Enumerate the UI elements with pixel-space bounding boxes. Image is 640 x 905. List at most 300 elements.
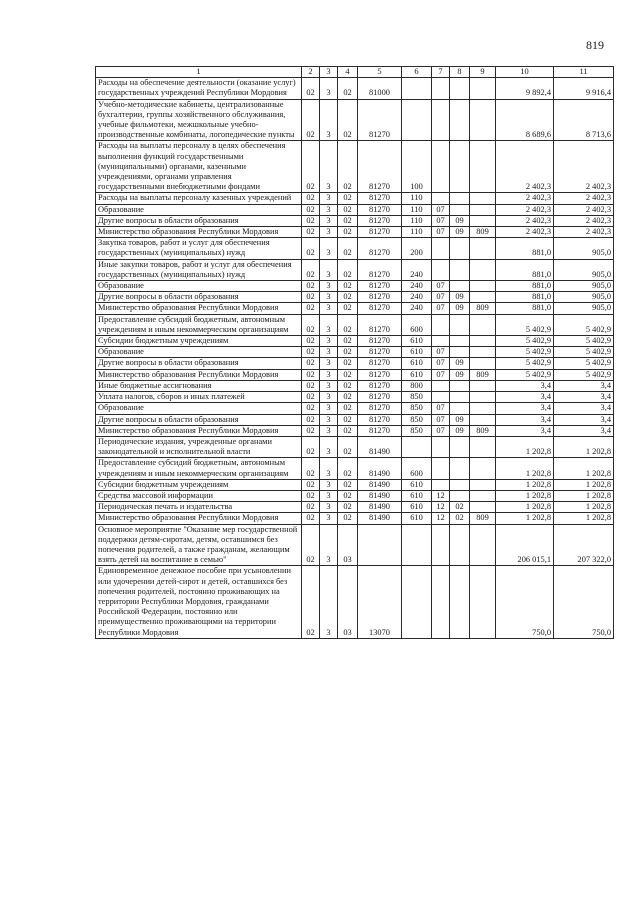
row-value-cell: 02 [338,436,358,457]
row-value-cell: 03 [338,566,358,638]
row-value-cell [470,336,496,347]
row-value-cell: 1 202,8 [554,479,614,490]
column-header: 8 [450,67,470,78]
table-row [96,436,614,457]
row-value-cell: 02 [338,281,358,292]
row-value-cell: 09 [450,227,470,238]
row-value-cell: 81000 [358,78,402,99]
row-value-cell: 07 [432,215,450,226]
table-row [96,303,614,314]
row-value-cell: 1 202,8 [554,436,614,457]
row-value-cell: 12 [432,490,450,501]
row-value-cell: 1 202,8 [496,479,554,490]
row-value-cell [450,479,470,490]
row-value-cell: 5 402,9 [554,369,614,380]
row-value-cell [450,193,470,204]
row-value-cell: 3 [320,392,338,403]
row-value-cell: 81490 [358,458,402,479]
row-value-cell [450,392,470,403]
row-value-cell: 809 [470,227,496,238]
row-value-cell [450,380,470,391]
row-value-cell: 3,4 [496,392,554,403]
row-value-cell [450,403,470,414]
row-value-cell [450,281,470,292]
row-value-cell: 81270 [358,403,402,414]
column-header: 4 [338,67,358,78]
row-value-cell [432,392,450,403]
row-value-cell: 02 [450,513,470,524]
page-number: 819 [586,38,604,52]
row-value-cell: 2 402,3 [496,215,554,226]
row-value-cell: 240 [402,281,432,292]
row-value-cell: 2 402,3 [554,215,614,226]
row-value-cell: 09 [450,414,470,425]
row-value-cell: 02 [302,303,320,314]
row-name-cell: Министерство образования Республики Мордовия [96,425,302,436]
row-value-cell: 850 [402,425,432,436]
table-row [96,281,614,292]
row-value-cell: 3,4 [554,380,614,391]
row-value-cell: 809 [470,303,496,314]
row-name-cell: Иные закупки товаров, работ и услуг для обеспечения государственных (муниципальных) нужд [96,259,302,280]
row-value-cell: 905,0 [554,292,614,303]
row-value-cell: 3 [320,204,338,215]
table-row [96,490,614,501]
row-value-cell: 02 [302,141,320,193]
row-value-cell: 8 689,6 [496,99,554,141]
row-value-cell: 09 [450,303,470,314]
row-value-cell: 09 [450,292,470,303]
row-value-cell: 3 [320,227,338,238]
row-value-cell: 81270 [358,380,402,391]
row-value-cell: 02 [302,347,320,358]
row-value-cell: 09 [450,425,470,436]
row-value-cell [402,436,432,457]
row-value-cell: 07 [432,414,450,425]
row-value-cell: 02 [338,259,358,280]
row-value-cell: 3 [320,303,338,314]
row-name-cell: Расходы на выплаты персоналу в целях обеспечения выполнения функций государственными (муниципальными) органами, казенными учреждениями, органами управления государственными внебюджетными фондами [96,141,302,193]
row-value-cell [470,141,496,193]
row-value-cell: 1 202,8 [554,458,614,479]
row-value-cell: 02 [338,392,358,403]
row-value-cell: 02 [338,314,358,335]
row-value-cell [432,458,450,479]
row-name-cell: Субсидии бюджетным учреждениям [96,336,302,347]
row-value-cell: 07 [432,425,450,436]
row-value-cell: 81490 [358,490,402,501]
row-value-cell: 02 [302,204,320,215]
row-value-cell: 02 [338,347,358,358]
row-value-cell [470,414,496,425]
row-name-cell: Расходы на выплаты персоналу казенных учреждений [96,193,302,204]
row-value-cell: 800 [402,380,432,391]
row-value-cell: 3 [320,479,338,490]
column-header: 6 [402,67,432,78]
row-name-cell: Иные бюджетные ассигнования [96,380,302,391]
row-value-cell [432,524,450,566]
table-body [96,78,614,639]
table-row [96,259,614,280]
row-value-cell: 5 402,9 [554,358,614,369]
table-row [96,380,614,391]
row-value-cell: 02 [338,292,358,303]
row-value-cell [470,281,496,292]
row-value-cell: 02 [302,524,320,566]
row-value-cell: 02 [302,479,320,490]
row-value-cell: 81270 [358,414,402,425]
row-name-cell: Единовременное денежное пособие при усыновлении или удочерении детей-сирот и детей, оставшихся без попечения родителей, постоянно проживающих на территории Республики Мордовия, гражданами Российской Федерации, постоянно или преимущественно проживающими на территории Республики Мордовия [96,566,302,638]
row-value-cell [470,403,496,414]
row-value-cell [470,524,496,566]
row-value-cell: 110 [402,193,432,204]
row-value-cell: 881,0 [496,238,554,259]
row-value-cell: 1 202,8 [496,490,554,501]
row-value-cell [402,78,432,99]
row-value-cell: 81270 [358,369,402,380]
row-value-cell: 850 [402,392,432,403]
row-value-cell: 02 [338,513,358,524]
row-value-cell: 81490 [358,479,402,490]
row-value-cell: 5 402,9 [496,336,554,347]
row-value-cell: 206 015,1 [496,524,554,566]
table-row [96,513,614,524]
row-name-cell: Расходы на обеспечение деятельности (оказание услуг) государственных учреждений Республики Мордовия [96,78,302,99]
row-value-cell: 809 [470,425,496,436]
row-value-cell [450,566,470,638]
row-value-cell [450,314,470,335]
row-value-cell: 3 [320,238,338,259]
row-value-cell: 240 [402,292,432,303]
row-value-cell: 02 [338,502,358,513]
table-row [96,336,614,347]
row-value-cell: 3 [320,78,338,99]
row-name-cell: Закупка товаров, работ и услуг для обеспечения государственных (муниципальных) нужд [96,238,302,259]
row-value-cell: 1 202,8 [496,513,554,524]
row-value-cell [470,458,496,479]
table-row [96,502,614,513]
row-value-cell [470,347,496,358]
row-value-cell: 12 [432,513,450,524]
row-value-cell: 3 [320,502,338,513]
row-value-cell [470,204,496,215]
row-value-cell [432,193,450,204]
row-value-cell [402,566,432,638]
row-value-cell [450,99,470,141]
row-value-cell: 02 [302,403,320,414]
row-value-cell: 07 [432,369,450,380]
row-value-cell: 81270 [358,425,402,436]
row-value-cell: 12 [432,502,450,513]
table-row [96,403,614,414]
row-value-cell: 81270 [358,99,402,141]
row-value-cell: 02 [302,436,320,457]
row-value-cell: 809 [470,513,496,524]
row-value-cell: 3 [320,513,338,524]
row-value-cell: 750,0 [496,566,554,638]
row-value-cell: 905,0 [554,281,614,292]
row-value-cell: 1 202,8 [496,458,554,479]
row-value-cell: 02 [302,259,320,280]
row-value-cell: 240 [402,303,432,314]
row-value-cell: 3 [320,369,338,380]
row-value-cell: 13070 [358,566,402,638]
row-value-cell: 02 [302,314,320,335]
row-value-cell: 02 [338,358,358,369]
row-value-cell: 905,0 [554,259,614,280]
row-value-cell [470,314,496,335]
column-header: 11 [554,67,614,78]
row-value-cell [470,490,496,501]
row-value-cell [450,347,470,358]
row-value-cell: 81270 [358,314,402,335]
row-value-cell [432,566,450,638]
row-value-cell: 3 [320,524,338,566]
row-value-cell: 2 402,3 [554,204,614,215]
row-value-cell: 02 [302,336,320,347]
row-value-cell: 02 [338,303,358,314]
table-row [96,414,614,425]
row-value-cell: 200 [402,238,432,259]
row-value-cell [470,479,496,490]
row-value-cell: 02 [302,502,320,513]
row-value-cell: 02 [302,227,320,238]
row-value-cell [402,524,432,566]
column-header: 10 [496,67,554,78]
row-value-cell: 02 [338,204,358,215]
row-value-cell: 02 [302,193,320,204]
row-value-cell: 3,4 [496,414,554,425]
row-value-cell: 610 [402,358,432,369]
row-value-cell: 07 [432,347,450,358]
row-value-cell: 07 [432,204,450,215]
row-value-cell: 5 402,9 [496,358,554,369]
row-value-cell: 81270 [358,227,402,238]
row-value-cell: 3 [320,566,338,638]
row-value-cell: 3 [320,403,338,414]
header-row [96,67,614,78]
row-value-cell: 5 402,9 [554,347,614,358]
row-value-cell: 3 [320,490,338,501]
row-value-cell [432,259,450,280]
row-value-cell: 81270 [358,292,402,303]
row-value-cell [470,392,496,403]
row-value-cell: 02 [338,403,358,414]
table-row [96,227,614,238]
row-value-cell: 02 [338,369,358,380]
row-value-cell: 2 402,3 [496,204,554,215]
row-name-cell: Периодическая печать и издательства [96,502,302,513]
row-value-cell: 610 [402,369,432,380]
column-header: 3 [320,67,338,78]
row-value-cell: 9 916,4 [554,78,614,99]
row-value-cell: 850 [402,414,432,425]
row-value-cell [432,380,450,391]
table-row [96,99,614,141]
row-value-cell: 3 [320,281,338,292]
row-value-cell: 110 [402,227,432,238]
row-value-cell [450,259,470,280]
row-value-cell [450,141,470,193]
row-value-cell: 3 [320,193,338,204]
row-name-cell: Предоставление субсидий бюджетным, автономным учреждениям и иным некоммерческим организациям [96,314,302,335]
row-value-cell: 81270 [358,215,402,226]
row-value-cell: 110 [402,204,432,215]
row-value-cell: 207 322,0 [554,524,614,566]
row-value-cell: 881,0 [496,303,554,314]
row-name-cell: Другие вопросы в области образования [96,292,302,303]
row-name-cell: Субсидии бюджетным учреждениям [96,479,302,490]
table-row [96,292,614,303]
row-value-cell: 3 [320,314,338,335]
row-value-cell: 07 [432,303,450,314]
row-value-cell: 3 [320,358,338,369]
table-row [96,238,614,259]
row-value-cell: 02 [302,380,320,391]
row-value-cell: 02 [338,336,358,347]
row-value-cell: 5 402,9 [496,369,554,380]
row-value-cell: 02 [338,380,358,391]
table-row [96,314,614,335]
row-value-cell [470,238,496,259]
row-value-cell [450,458,470,479]
row-value-cell: 5 402,9 [496,314,554,335]
row-name-cell: Другие вопросы в области образования [96,358,302,369]
row-value-cell: 02 [338,479,358,490]
row-value-cell: 240 [402,259,432,280]
row-value-cell [470,502,496,513]
row-value-cell: 09 [450,369,470,380]
row-value-cell: 02 [302,99,320,141]
row-name-cell: Учебно-методические кабинеты, централизованные бухгалтерии, группы хозяйственного обслуживания, учебные фильмотеки, межшкольные учебно-производственные комбинаты, логопедические пункты [96,99,302,141]
row-value-cell [432,78,450,99]
row-name-cell: Образование [96,204,302,215]
row-value-cell [470,78,496,99]
column-header: 1 [96,67,302,78]
column-header: 9 [470,67,496,78]
row-value-cell [432,99,450,141]
row-value-cell: 610 [402,502,432,513]
row-name-cell: Другие вопросы в области образования [96,215,302,226]
row-value-cell: 02 [338,215,358,226]
row-value-cell: 2 402,3 [496,141,554,193]
row-value-cell: 02 [302,566,320,638]
row-value-cell [432,314,450,335]
row-value-cell: 881,0 [496,292,554,303]
table-row [96,425,614,436]
row-value-cell: 881,0 [496,259,554,280]
row-value-cell: 02 [302,490,320,501]
row-name-cell: Министерство образования Республики Мордовия [96,369,302,380]
row-value-cell: 8 713,6 [554,99,614,141]
row-value-cell: 81270 [358,281,402,292]
row-value-cell: 02 [338,414,358,425]
row-value-cell [450,204,470,215]
row-value-cell: 750,0 [554,566,614,638]
row-value-cell: 03 [338,524,358,566]
row-name-cell: Другие вопросы в области образования [96,414,302,425]
row-value-cell: 02 [338,78,358,99]
row-name-cell: Средства массовой информации [96,490,302,501]
row-value-cell: 3 [320,141,338,193]
table-row [96,458,614,479]
row-value-cell: 02 [302,425,320,436]
row-value-cell: 02 [302,78,320,99]
row-value-cell [470,380,496,391]
row-value-cell: 5 402,9 [554,336,614,347]
row-value-cell: 02 [338,141,358,193]
row-value-cell: 07 [432,358,450,369]
row-value-cell: 1 202,8 [554,490,614,501]
row-value-cell: 81270 [358,204,402,215]
table-row [96,215,614,226]
row-value-cell: 3 [320,414,338,425]
row-value-cell: 3 [320,436,338,457]
row-value-cell: 02 [338,238,358,259]
row-value-cell: 02 [302,458,320,479]
row-value-cell: 1 202,8 [496,502,554,513]
table-row [96,369,614,380]
budget-table [95,66,614,639]
row-value-cell: 3,4 [554,403,614,414]
row-value-cell [432,238,450,259]
row-value-cell: 02 [338,490,358,501]
row-value-cell: 610 [402,479,432,490]
row-value-cell: 3 [320,292,338,303]
row-value-cell [450,78,470,99]
row-value-cell: 02 [338,425,358,436]
row-value-cell: 81270 [358,259,402,280]
row-value-cell: 81270 [358,141,402,193]
row-value-cell: 2 402,3 [554,193,614,204]
row-value-cell: 110 [402,215,432,226]
row-value-cell: 81490 [358,436,402,457]
row-value-cell: 3,4 [554,425,614,436]
row-name-cell: Министерство образования Республики Мордовия [96,513,302,524]
row-value-cell: 600 [402,458,432,479]
row-value-cell [432,479,450,490]
table-row [96,566,614,638]
row-name-cell: Образование [96,403,302,414]
row-value-cell [450,436,470,457]
column-header: 5 [358,67,402,78]
table-row [96,78,614,99]
row-value-cell: 02 [302,292,320,303]
row-value-cell: 07 [432,403,450,414]
row-value-cell: 809 [470,369,496,380]
row-value-cell [470,436,496,457]
row-value-cell: 1 202,8 [496,436,554,457]
row-value-cell: 02 [302,281,320,292]
table-row [96,141,614,193]
row-value-cell: 09 [450,215,470,226]
row-value-cell [470,259,496,280]
row-value-cell: 02 [302,513,320,524]
column-header: 7 [432,67,450,78]
row-value-cell: 81270 [358,358,402,369]
row-value-cell [470,292,496,303]
row-value-cell: 600 [402,314,432,335]
row-name-cell: Уплата налогов, сборов и иных платежей [96,392,302,403]
row-value-cell [450,336,470,347]
row-value-cell: 610 [402,347,432,358]
table-row [96,392,614,403]
row-name-cell: Образование [96,281,302,292]
row-value-cell: 3 [320,259,338,280]
row-value-cell: 3 [320,99,338,141]
row-value-cell: 5 402,9 [554,314,614,335]
row-value-cell: 02 [338,99,358,141]
